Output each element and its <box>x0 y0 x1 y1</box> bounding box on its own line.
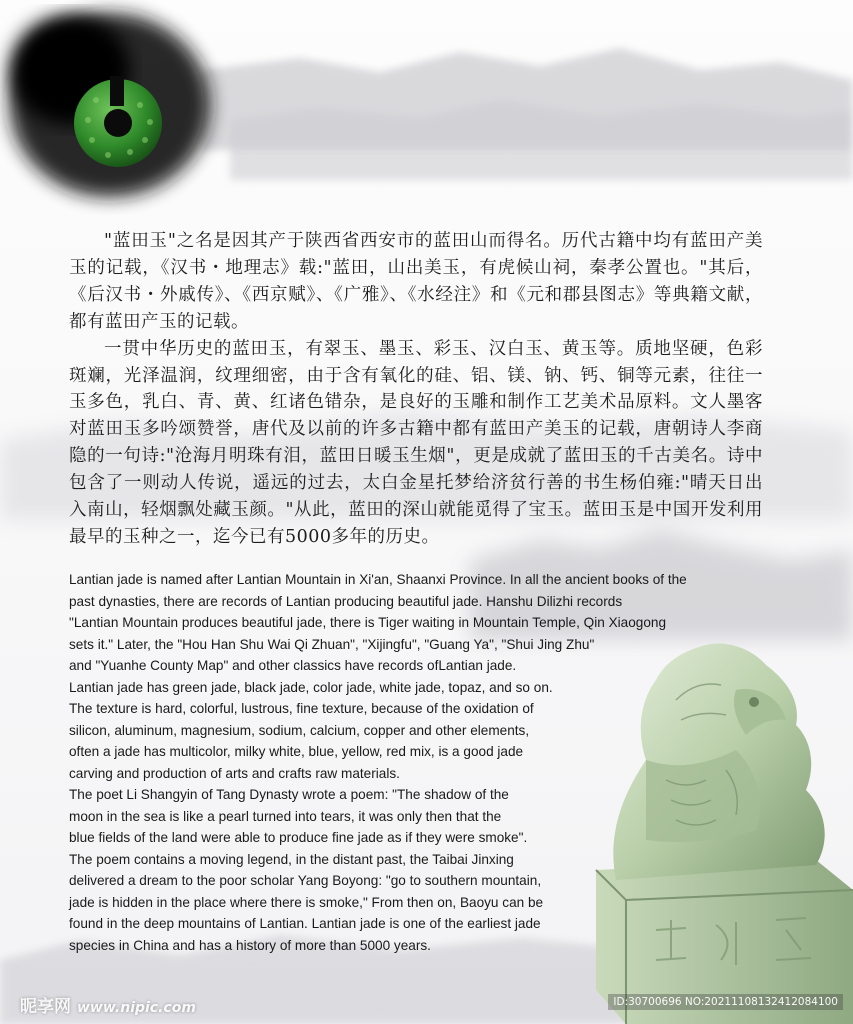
english-line: Lantian jade is named after Lantian Mountain in Xi'an, Shaanxi Province. In all the ancient books of the <box>69 572 687 587</box>
english-line: Lantian jade has green jade, black jade, color jade, white jade, topaz, and so on. <box>69 679 553 695</box>
english-line: blue fields of the land were able to produce fine jade as if they were smoke". <box>69 830 528 845</box>
jade-disc-ink-illustration <box>0 0 240 215</box>
english-line: The poem contains a moving legend, in the distant past, the Taibai Jinxing <box>69 851 514 867</box>
english-line: The texture is hard, colorful, lustrous, fine texture, because of the oxidation of <box>69 701 534 716</box>
english-description <box>69 569 687 956</box>
watermark-url: www.nipic.com <box>77 1000 196 1016</box>
english-line: delivered a dream to the poor scholar Yang Boyong: "go to southern mountain, <box>69 873 542 888</box>
english-line: and "Yuanhe County Map" and other classics have records ofLantian jade. <box>69 658 517 673</box>
jade-dragon-seal-image <box>586 640 853 1024</box>
chinese-paragraph-1: "蓝田玉"之名是因其产于陕西省西安市的蓝田山而得名。历代古籍中均有蓝田产美玉的记载，《汉书・地理志》载:"蓝田，山出美玉，有虎候山祠，秦孝公置也。"其后，《后汉书・外戚传》、《西京赋》、《广雅》、《水经注》和《元和郡县图志》等典籍文献，都有蓝田产玉的记载。 <box>69 231 763 332</box>
english-line: silicon, aluminum, magnesium, sodium, calcium, copper and other elements, <box>69 722 530 738</box>
english-line: species in China and has a history of more than 5000 years. <box>69 937 431 953</box>
english-line: The poet Li Shangyin of Tang Dynasty wrote a poem: "The shadow of the <box>69 787 509 802</box>
english-line: carving and production of arts and crafts raw materials. <box>69 765 400 781</box>
site-watermark <box>20 992 196 1017</box>
english-line: often a jade has multicolor, milky white, blue, yellow, red mix, is a good jade <box>69 744 524 759</box>
english-line: jade is hidden in the place where there is smoke," From then on, Baoyu can be <box>69 894 544 910</box>
chinese-paragraph-2: 一贯中华历史的蓝田玉，有翠玉、墨玉、彩玉、汉白玉、黄玉等。质地坚硬，色彩斑斓，光泽温润，纹理细密，由于含有氧化的硅、铝、镁、钠、钙、铜等元素，往往一玉多色，乳白、青、黄、红诸色错杂，是良好的玉雕和制作工艺美术品原料。文人墨客对蓝田玉多吟颂赞誉，唐代及以前的许多古籍中都有蓝田产美玉的记载，唐朝诗人李商隐的一句诗:"沧海月明珠有泪，蓝田日暖玉生烟"，更是成就了蓝田玉的千古美名。诗中包含了一则动人传说，遥远的过去，太白金星托梦给济贫行善的书生杨伯雍:"晴天日出入南山，轻烟飘处藏玉颜。"从此，蓝田的深山就能觅得了宝玉。蓝田玉是中国开发利用最早的玉种之一，迄今已有5000多年的历史。 <box>69 338 763 547</box>
image-id-watermark: ID:30700696 NO:20211108132412084100 <box>608 994 843 1010</box>
english-line: sets it." Later, the "Hou Han Shu Wai Qi Zhuan", "Xijingfu", "Guang Ya", "Shui Jing Zhu" <box>69 636 595 652</box>
english-line: found in the deep mountains of Lantian. Lantian jade is one of the earliest jade <box>69 916 541 931</box>
english-line: past dynasties, there are records of Lantian producing beautiful jade. Hanshu Dilizhi records <box>69 593 623 609</box>
english-line: moon in the sea is like a pearl turned into tears, it was only then that the <box>69 808 502 824</box>
watermark-site-name: 昵享网 <box>20 997 71 1017</box>
english-line: "Lantian Mountain produces beautiful jade, there is Tiger waiting in Mountain Temple, Qin Xiaogong <box>69 615 667 630</box>
chinese-description <box>69 228 763 551</box>
